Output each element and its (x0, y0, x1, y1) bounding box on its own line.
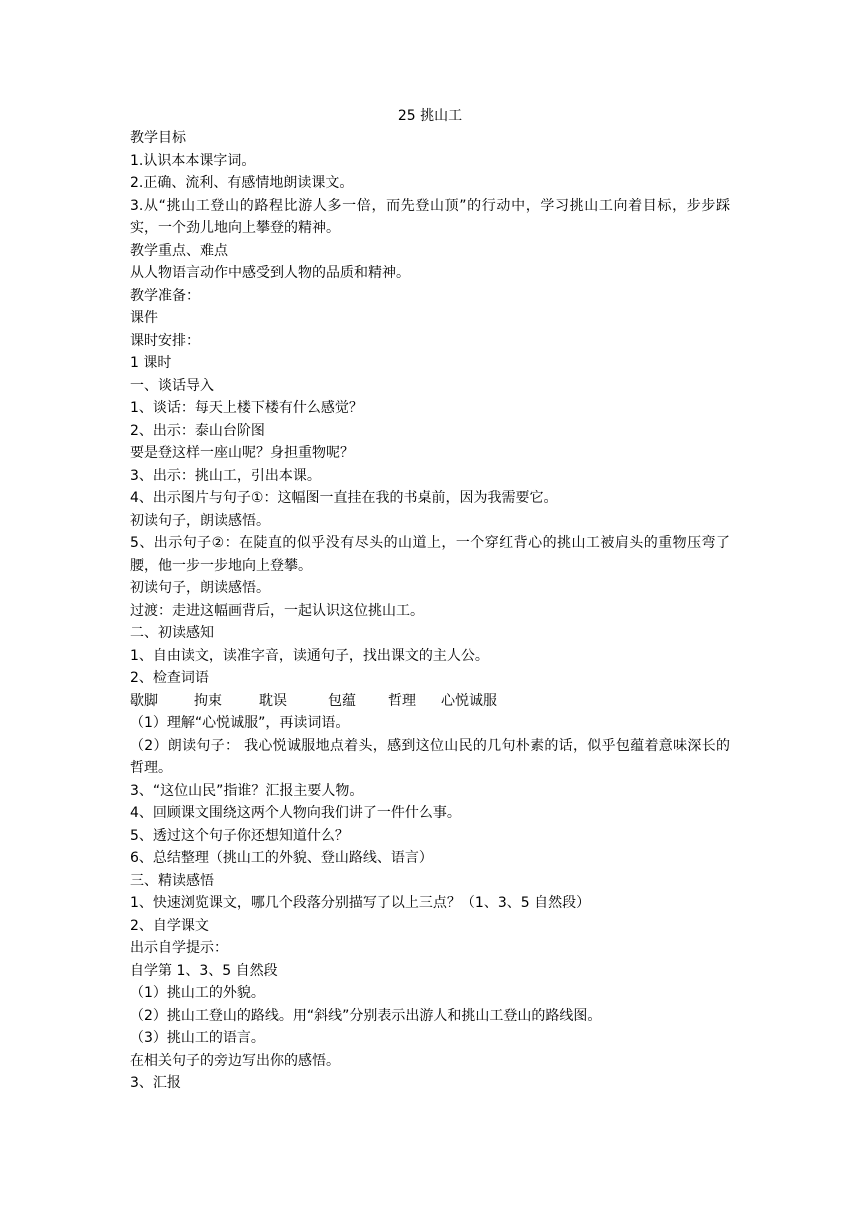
paragraph: （3）挑山工的语言。 (130, 1030, 265, 1046)
heading-key-points: 教学重点、难点 (130, 242, 228, 259)
section-heading-2: 二、初读感知 (130, 625, 214, 641)
paragraph: 1.认识本本课字词。 (130, 152, 256, 169)
paragraph: 5、透过这个句子你还想知道什么？ (130, 827, 349, 844)
paragraph: 4、出示图片与句子①：这幅图一直挂在我的书桌前，因为我需要它。 (130, 490, 558, 506)
paragraph: 初读句子，朗读感悟。 (130, 580, 270, 596)
paragraph: （2）挑山工登山的路线。用“斜线”分别表示出游人和挑山工登山的路线图。 (130, 1007, 602, 1024)
paragraph: 1 课时 (130, 355, 172, 371)
paragraph: 4、回顾课文围绕这两个人物向我们讲了一件什么事。 (130, 805, 461, 821)
paragraph: 3、出示：挑山工，引出本课。 (130, 467, 321, 484)
paragraph: 2、出示：泰山台阶图 (130, 422, 265, 439)
paragraph: 1、谈话：每天上楼下楼有什么感觉？ (130, 400, 363, 416)
vocab-word: 歇脚 (130, 692, 158, 709)
vocab-word: 耽误 (259, 692, 287, 709)
paragraph: 2.正确、流利、有感情地朗读课文。 (130, 175, 354, 191)
vocab-word: 哲理 (388, 692, 416, 709)
paragraph: （1）挑山工的外貌。 (130, 985, 265, 1001)
paragraph: 1、快速浏览课文，哪几个段落分别描写了以上三点？（1、3、5 自然段） (130, 895, 591, 911)
paragraph: （1）理解“心悦诚服”，再读词语。 (130, 715, 350, 731)
paragraph: 出示自学提示： (130, 940, 228, 956)
paragraph: 5、出示句子②：在陡直的似乎没有尽头的山道上，一个穿红背心的挑山工被肩头的重物压弯了腰，他一步一步地向上登攀。 (130, 535, 730, 574)
paragraph: 过渡：走进这幅画背后，一起认识这位挑山工。 (130, 602, 424, 619)
vocab-word: 心悦诚服 (441, 692, 497, 709)
paragraph: 6、总结整理（挑山工的外貌、登山路线、语言） (130, 850, 433, 866)
paragraph: （2）朗读句子： 我心悦诚服地点着头，感到这位山民的几句朴素的话，似乎包蕴着意味深长的哲理。 (130, 737, 730, 776)
paragraph: 初读句子，朗读感悟。 (130, 512, 270, 529)
paragraph: 3、“这位山民”指谁？汇报主要人物。 (130, 782, 364, 799)
paragraph: 从人物语言动作中感受到人物的品质和精神。 (130, 265, 410, 281)
heading-schedule: 课时安排： (130, 332, 200, 349)
paragraph: 2、检查词语 (130, 670, 209, 686)
vocab-word: 包蕴 (328, 692, 356, 709)
section-heading-1: 一、谈话导入 (130, 377, 214, 394)
paragraph: 课件 (130, 310, 158, 326)
paragraph: 1、自由读文，读准字音，读通句子，找出课文的主人公。 (130, 647, 489, 664)
paragraph: 3、汇报 (130, 1075, 181, 1091)
document-title: 25 挑山工 (397, 108, 463, 124)
paragraph: 自学第 1、3、5 自然段 (130, 962, 278, 979)
heading-preparation: 教学准备： (130, 287, 200, 304)
vocab-word: 拘束 (194, 692, 222, 709)
paragraph: 2、自学课文 (130, 917, 209, 934)
paragraph: 要是登这样一座山呢？身担重物呢？ (130, 445, 354, 461)
heading-objectives: 教学目标 (130, 130, 186, 146)
vocab-list (130, 690, 730, 713)
document-body (130, 127, 730, 1095)
paragraph: 在相关句子的旁边写出你的感悟。 (130, 1052, 340, 1069)
section-heading-3: 三、精读感悟 (130, 872, 214, 889)
paragraph: 3.从“挑山工登山的路程比游人多一倍，而先登山顶”的行动中，学习挑山工向着目标，步步踩实，一个劲儿地向上攀登的精神。 (130, 197, 730, 236)
